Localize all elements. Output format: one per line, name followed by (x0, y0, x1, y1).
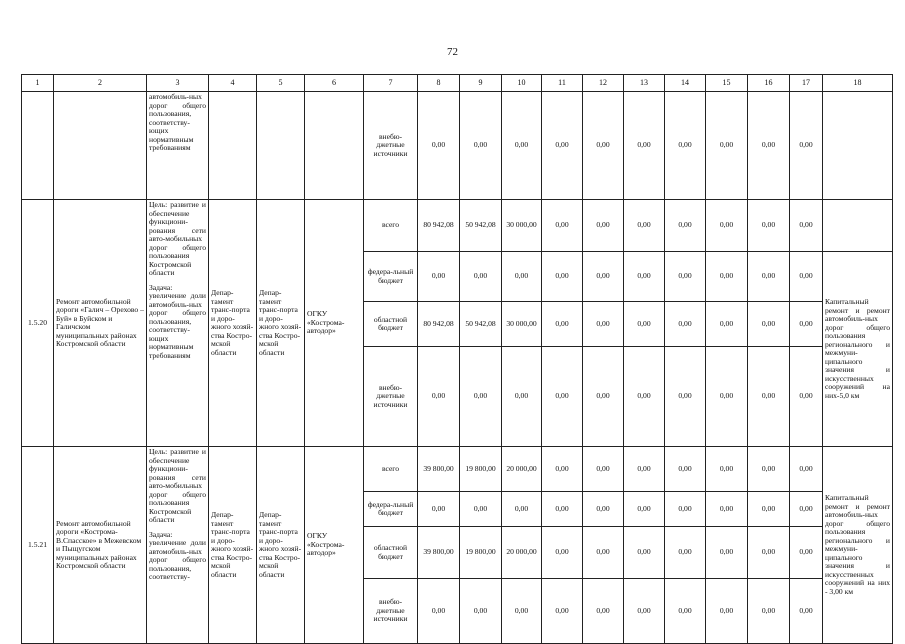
value-cell: 0,00 (542, 200, 583, 252)
value-cell: 0,00 (583, 447, 624, 492)
empty-cell (305, 92, 364, 200)
empty-cell (823, 92, 893, 200)
value-cell: 0,00 (418, 492, 460, 527)
empty-cell (257, 92, 305, 200)
executor: ОГКУ «Кострома-автодор» (305, 200, 364, 447)
header-cell: 13 (624, 75, 665, 92)
value-cell: 0,00 (706, 92, 748, 200)
goal-text: Цель: развитие и обеспечение функциони-рования сети авто-мобильных дорог общего пользования Костромской области (149, 200, 206, 277)
value-cell: 0,00 (418, 579, 460, 644)
value-cell: 0,00 (748, 527, 790, 579)
value-cell: 39 800,00 (418, 447, 460, 492)
value-cell: 0,00 (460, 492, 502, 527)
value-cell: 0,00 (418, 252, 460, 302)
funding-source: внебю-джетные источники (364, 347, 418, 447)
task-text: Задача: увеличение доли автомобиль-ных дорог общего пользования, соответству- (149, 529, 206, 581)
value-cell: 0,00 (583, 492, 624, 527)
goal-text: автомобиль-ных дорог общего пользования, соответству-ющих нормативным требованиям (147, 92, 209, 200)
value-cell: 0,00 (583, 200, 624, 252)
funding-source: всего (364, 447, 418, 492)
value-cell: 0,00 (542, 92, 583, 200)
executor: ОГКУ «Кострома-автодор» (305, 447, 364, 644)
value-cell: 0,00 (583, 302, 624, 347)
item-number: 1.5.20 (22, 200, 54, 447)
value-cell: 0,00 (624, 347, 665, 447)
value-cell: 0,00 (790, 92, 823, 200)
value-cell: 0,00 (502, 92, 542, 200)
expected-result: Капитальный ремонт и ремонт автомобиль-ных дорог общего пользования регионального и межмуни-ципального значения и искусственных сооружений на них-5,0 км (823, 252, 893, 447)
table-row (22, 200, 893, 252)
value-cell: 0,00 (748, 347, 790, 447)
value-cell: 0,00 (706, 579, 748, 644)
item-name: Ремонт автомобильной дороги «Галич – Орехово – Буй» в Буйском и Галичском муниципальных районах Костромской области (54, 200, 147, 447)
goal-text: Цель: развитие и обеспечение функциони-рования сети авто-мобильных дорог общего пользования Костромской области (149, 447, 206, 524)
value-cell: 0,00 (706, 492, 748, 527)
value-cell: 0,00 (624, 447, 665, 492)
value-cell: 0,00 (624, 492, 665, 527)
value-cell: 0,00 (665, 447, 706, 492)
value-cell: 0,00 (624, 200, 665, 252)
value-cell: 0,00 (790, 579, 823, 644)
header-cell: 3 (147, 75, 209, 92)
value-cell: 0,00 (583, 347, 624, 447)
funding-source: областной бюджет (364, 527, 418, 579)
value-cell: 39 800,00 (418, 527, 460, 579)
value-cell: 0,00 (706, 252, 748, 302)
goal-task-cell (147, 200, 209, 447)
header-cell: 15 (706, 75, 748, 92)
value-cell: 19 800,00 (460, 527, 502, 579)
co-executor-department: Депар-тамент транс-порта и доро-жного хозяй-ства Костро-мской области (257, 447, 305, 644)
value-cell: 0,00 (790, 252, 823, 302)
value-cell: 0,00 (748, 492, 790, 527)
value-cell: 0,00 (542, 252, 583, 302)
value-cell: 0,00 (502, 252, 542, 302)
task-text: Задача: увеличение доли автомобиль-ных дорог общего пользования, соответству-ющих нормативным требованиям (149, 282, 206, 360)
value-cell: 0,00 (748, 200, 790, 252)
header-cell: 1 (22, 75, 54, 92)
value-cell: 0,00 (502, 347, 542, 447)
value-cell: 0,00 (706, 302, 748, 347)
value-cell: 80 942,08 (418, 302, 460, 347)
funding-source: всего (364, 200, 418, 252)
funding-source: областной бюджет (364, 302, 418, 347)
item-name: Ремонт автомобильной дороги «Кострома-В.Спасское» в Межевском и Пыщугском муниципальных районах Костромской области (54, 447, 147, 644)
empty-cell (209, 92, 257, 200)
value-cell: 0,00 (624, 92, 665, 200)
value-cell: 0,00 (624, 579, 665, 644)
header-cell: 9 (460, 75, 502, 92)
value-cell: 19 800,00 (460, 447, 502, 492)
value-cell: 20 000,00 (502, 527, 542, 579)
value-cell: 0,00 (460, 252, 502, 302)
value-cell: 0,00 (790, 347, 823, 447)
value-cell: 0,00 (583, 92, 624, 200)
value-cell: 0,00 (748, 579, 790, 644)
value-cell: 0,00 (502, 492, 542, 527)
funding-source: внебю-джетные источники (364, 579, 418, 644)
value-cell: 50 942,08 (460, 200, 502, 252)
value-cell: 0,00 (583, 252, 624, 302)
value-cell: 0,00 (706, 347, 748, 447)
value-cell: 0,00 (542, 347, 583, 447)
value-cell: 0,00 (665, 527, 706, 579)
header-cell: 10 (502, 75, 542, 92)
header-cell: 6 (305, 75, 364, 92)
header-cell: 18 (823, 75, 893, 92)
value-cell: 0,00 (748, 447, 790, 492)
value-cell: 0,00 (665, 92, 706, 200)
value-cell: 0,00 (706, 527, 748, 579)
value-cell: 0,00 (460, 579, 502, 644)
header-cell: 11 (542, 75, 583, 92)
responsible-department: Депар-тамент транс-порта и доро-жного хозяй-ства Костро-мской области (209, 200, 257, 447)
value-cell: 0,00 (790, 527, 823, 579)
funding-source: внебю-джетные источники (364, 92, 418, 200)
value-cell: 0,00 (542, 447, 583, 492)
value-cell: 0,00 (542, 527, 583, 579)
value-cell: 0,00 (748, 252, 790, 302)
value-cell: 0,00 (665, 200, 706, 252)
value-cell: 0,00 (706, 447, 748, 492)
page-number: 72 (447, 46, 458, 58)
header-cell: 8 (418, 75, 460, 92)
value-cell: 0,00 (665, 347, 706, 447)
header-cell: 7 (364, 75, 418, 92)
value-cell: 0,00 (583, 579, 624, 644)
value-cell: 50 942,08 (460, 302, 502, 347)
header-cell: 16 (748, 75, 790, 92)
value-cell: 20 000,00 (502, 447, 542, 492)
value-cell: 0,00 (748, 92, 790, 200)
funding-source: федера-льный бюджет (364, 492, 418, 527)
value-cell: 0,00 (665, 492, 706, 527)
value-cell: 0,00 (624, 302, 665, 347)
header-cell: 2 (54, 75, 147, 92)
value-cell: 0,00 (665, 579, 706, 644)
value-cell: 80 942,08 (418, 200, 460, 252)
value-cell: 0,00 (460, 92, 502, 200)
continuation-row (22, 92, 893, 200)
table-row (22, 447, 893, 492)
value-cell: 0,00 (624, 527, 665, 579)
header-cell: 4 (209, 75, 257, 92)
expected-result: Капитальный ремонт и ремонт автомобиль-ных дорог общего пользования регионального и межмуни-ципального значения и искусственных сооружений на них - 3,00 км (823, 447, 893, 644)
value-cell: 0,00 (542, 302, 583, 347)
item-number: 1.5.21 (22, 447, 54, 644)
empty-cell (54, 92, 147, 200)
header-row (22, 75, 893, 92)
value-cell: 30 000,00 (502, 302, 542, 347)
empty-cell (823, 200, 893, 252)
header-cell: 14 (665, 75, 706, 92)
value-cell: 0,00 (624, 252, 665, 302)
value-cell: 0,00 (418, 347, 460, 447)
value-cell: 30 000,00 (502, 200, 542, 252)
value-cell: 0,00 (790, 302, 823, 347)
funding-source: федера-льный бюджет (364, 252, 418, 302)
table-body (22, 75, 893, 644)
value-cell: 0,00 (790, 200, 823, 252)
value-cell: 0,00 (665, 252, 706, 302)
value-cell: 0,00 (542, 492, 583, 527)
empty-cell (22, 92, 54, 200)
value-cell: 0,00 (583, 527, 624, 579)
header-cell: 5 (257, 75, 305, 92)
value-cell: 0,00 (748, 302, 790, 347)
value-cell: 0,00 (418, 92, 460, 200)
value-cell: 0,00 (790, 492, 823, 527)
program-table (21, 74, 893, 644)
goal-task-cell (147, 447, 209, 644)
co-executor-department: Депар-тамент транс-порта и доро-жного хозяй-ства Костро-мской области (257, 200, 305, 447)
responsible-department: Депар-тамент транс-порта и доро-жного хозяй-ства Костро-мской области (209, 447, 257, 644)
value-cell: 0,00 (542, 579, 583, 644)
value-cell: 0,00 (502, 579, 542, 644)
value-cell: 0,00 (665, 302, 706, 347)
value-cell: 0,00 (460, 347, 502, 447)
header-cell: 17 (790, 75, 823, 92)
value-cell: 0,00 (790, 447, 823, 492)
header-cell: 12 (583, 75, 624, 92)
value-cell: 0,00 (706, 200, 748, 252)
